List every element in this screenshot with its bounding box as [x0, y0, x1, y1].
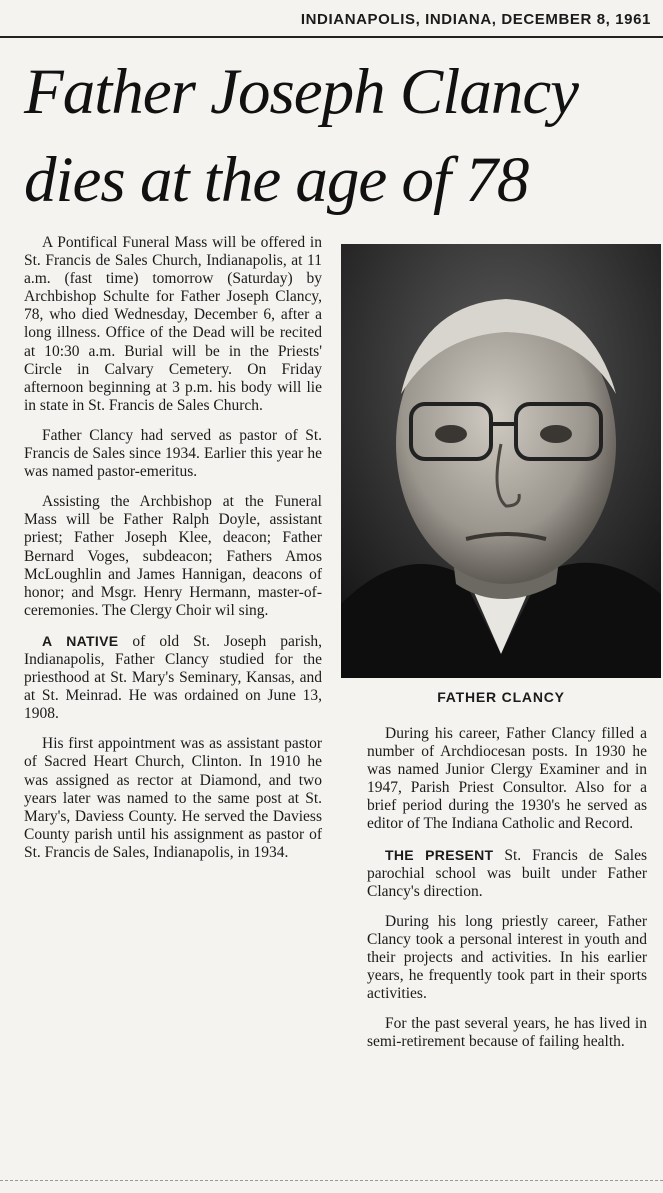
paragraph-4	[24, 632, 322, 723]
portrait-illustration	[341, 244, 661, 678]
article-column-right	[367, 725, 647, 1064]
paragraph-9: For the past several years, he has lived in semi-retirement because of failing health.	[367, 1015, 647, 1051]
dateline: INDIANAPOLIS, INDIANA, DECEMBER 8, 1961	[300, 11, 651, 28]
paragraph-6: During his career, Father Clancy filled a number of Archdiocesan posts. In 1930 he was named Junior Clergy Examiner and in 1947, Parish Priest Consultor. Also for a brief period during the 1930's he served as editor of The Indiana Catholic and Record.	[367, 725, 647, 833]
paragraph-4-lead: A NATIVE	[42, 632, 119, 649]
headline-line-2: dies at the age of 78	[24, 144, 529, 216]
paragraph-8: During his long priestly career, Father Clancy took a personal interest in youth and their projects and activities. In his earlier years, he frequently took part in their sports activities.	[367, 912, 647, 1003]
paragraph-3: Assisting the Archbishop at the Funeral Mass will be Father Ralph Doyle, assistant priest; Father Joseph Klee, deacon; Father Bernard Voges, subdeacon; Fathers Amos McLoughlin and James Hannigan, deacons of honor; and Msgr. Henry Hermann, master-of-ceremonies. The Clergy Choir wil sing.	[24, 493, 322, 619]
paragraph-5: His first appointment was as assistant pastor of Sacred Heart Church, Clinton. In 1910 he was assigned as rector at Diamond, and two years later was named to the same post at St. Mary's, Daviess County. He served the Daviess County parish until his assignment as pastor of St. Francis de Sales, Indianapolis, in 1934.	[24, 735, 322, 861]
headline-line-1: Father Joseph Clancy	[24, 56, 579, 128]
portrait-photo	[341, 244, 661, 678]
paragraph-7-text: St. Francis de Sales parochial school was built under Father Clancy's direction.	[367, 846, 647, 900]
headline	[24, 48, 639, 224]
paragraph-2: Father Clancy had served as pastor of St. Francis de Sales since 1934. Earlier this year he was named pastor-emeritus.	[24, 426, 322, 481]
paragraph-7	[367, 846, 647, 901]
photo-caption: FATHER CLANCY	[437, 689, 565, 705]
article-column-left	[24, 234, 322, 874]
paragraph-7-lead: THE PRESENT	[385, 846, 494, 863]
paragraph-1: A Pontifical Funeral Mass will be offered in St. Francis de Sales Church, Indianapolis, at 11 a.m. (fast time) tomorrow (Saturday) by Archbishop Schulte for Father Joseph Clancy, 78, who died Wednesday, December 6, after a long illness. Office of the Dead will be recited at 10:30 a.m. Burial will be in the Priests' Circle in Calvary Cemetery. On Friday afternoon beginning at 3 p.m. his body will lie in state in St. Francis de Sales Church.	[24, 234, 322, 414]
dateline-rule	[0, 36, 663, 38]
bottom-rule	[0, 1180, 663, 1181]
paragraph-4-text: of old St. Joseph parish, Indianapolis, Father Clancy studied for the priesthood at St. Mary's Seminary, Kansas, and at St. Meinrad. He was ordained on June 13, 1908.	[24, 632, 322, 723]
